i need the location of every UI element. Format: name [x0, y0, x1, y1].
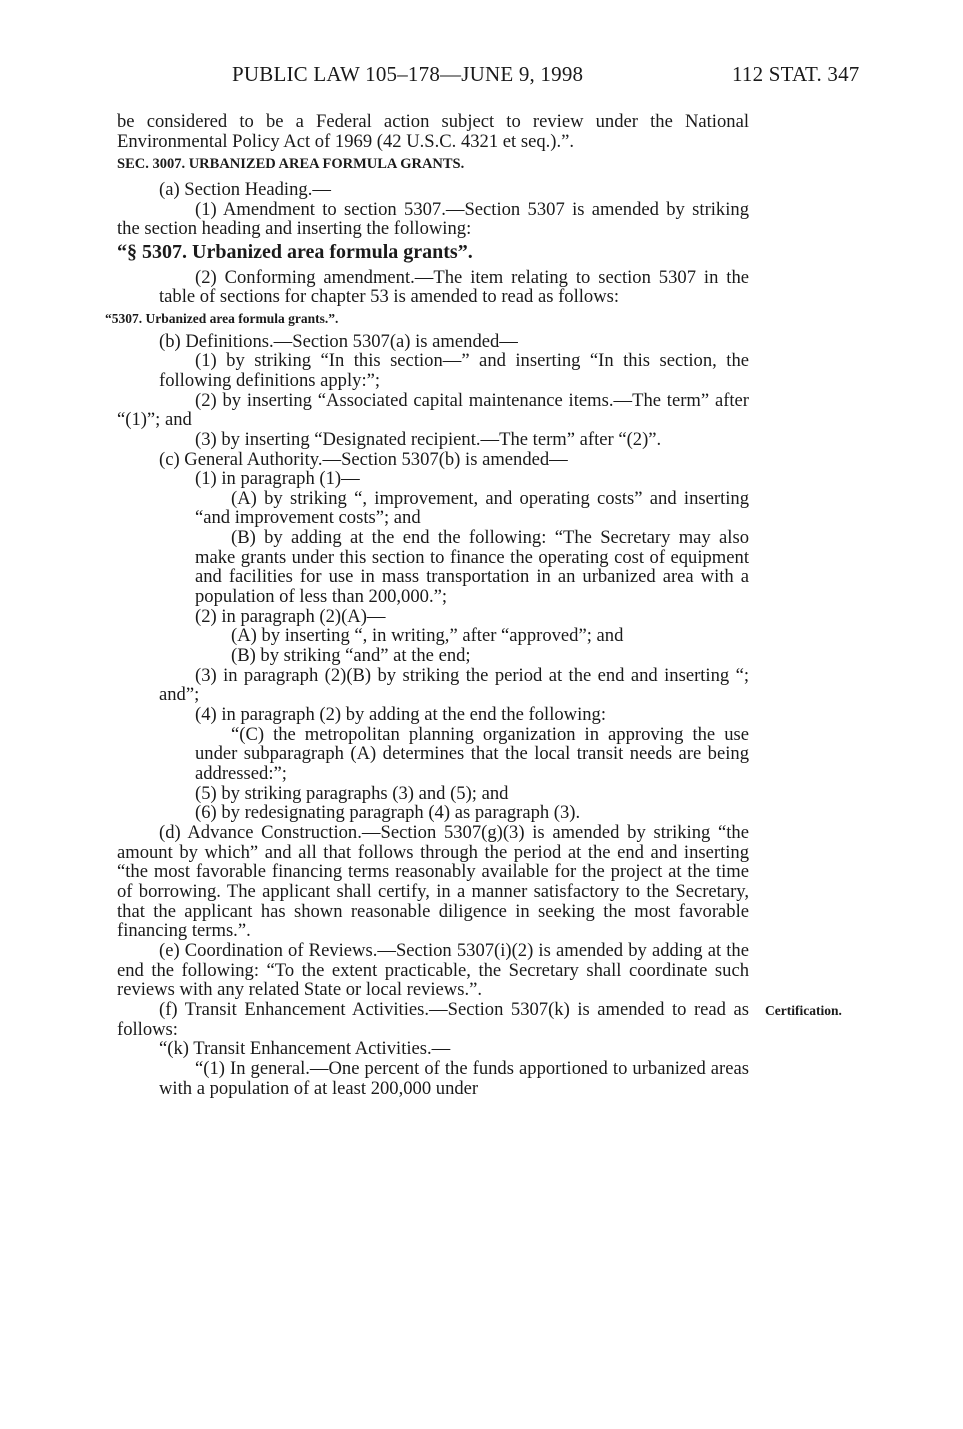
- subsection-e: (e) Coordination of Reviews.—Section 5307(i)(2) is amended by adding at the end the following: “To the extent practicable, the Secretary shall coordinate such reviews with any related State or local reviews.”.: [117, 939, 749, 1001]
- document-body: [105, 111, 749, 1099]
- subsection-f: (f) Transit Enhancement Activities.—Section 5307(k) is amended to read as follows:: [117, 998, 749, 1040]
- paragraph-a1: (1) Amendment to section 5307.—Section 5307 is amended by striking the section heading and inserting the following:: [117, 198, 749, 240]
- paragraph-c2: (2) in paragraph (2)(A)—: [195, 605, 386, 627]
- margin-note: Certification.: [765, 1003, 842, 1018]
- paragraph-continuation: be considered to be a Federal action subject to review under the National Environmental Policy Act of 1969 (42 U.S.C. 4321 et seq.).”.: [117, 111, 749, 152]
- subparagraph-c1a: (A) by striking “, improvement, and operating costs” and inserting “and improvement costs”; and: [195, 487, 749, 529]
- subparagraph-c2b: (B) by striking “and” at the end;: [231, 645, 471, 667]
- paragraph-a2: (2) Conforming amendment.—The item relating to section 5307 in the table of sections for chapter 53 is amended to read as follows:: [159, 266, 749, 308]
- paragraph-c6: (6) by redesignating paragraph (4) as paragraph (3).: [195, 802, 581, 824]
- paragraph-c1: (1) in paragraph (1)—: [195, 468, 360, 490]
- inserted-section-heading: “§ 5307. Urbanized area formula grants”.: [117, 240, 473, 263]
- subsection-a-heading: (a) Section Heading.—: [159, 178, 331, 200]
- paragraph-c5: (5) by striking paragraphs (3) and (5); and: [195, 782, 509, 804]
- paragraph-b3: (3) by inserting “Designated recipient.—The term” after “(2)”.: [195, 428, 662, 450]
- running-header: PUBLIC LAW 105–178—JUNE 9, 1998: [232, 62, 584, 86]
- page-number: 112 STAT. 347: [732, 62, 860, 86]
- inserted-paragraph-k1: “(1) In general.—One percent of the funds apportioned to urbanized areas with a population of at least 200,000 under: [159, 1057, 749, 1099]
- subsection-d: (d) Advance Construction.—Section 5307(g)(3) is amended by striking “the amount by which” and all that follows through the period at the end and inserting “the most favorable financing terms reasonably available for the project at the time of borrowing. The applicant shall certify, in a manner satisfactory to the Secretary, that the applicant has shown reasonable diligence in seeking the most favorable financing terms.”.: [117, 821, 749, 942]
- subparagraph-c1b: (B) by adding at the end the following: “The Secretary may also make grants under this section to finance the operating cost of equipment and facilities for use in mass transportation in an urbanized area with a population of less than 200,000.”;: [195, 527, 749, 608]
- section-heading: SEC. 3007. URBANIZED AREA FORMULA GRANTS.: [117, 156, 465, 173]
- paragraph-c3: (3) in paragraph (2)(B) by striking the period at the end and inserting “; and”;: [159, 664, 749, 706]
- inserted-subsection-k-heading: “(k) Transit Enhancement Activities.—: [159, 1038, 451, 1060]
- table-of-sections-item: “5307. Urbanized area formula grants.”.: [105, 310, 339, 326]
- paragraph-b1: (1) by striking “In this section—” and inserting “In this section, the following definitions apply:”;: [159, 350, 749, 391]
- subparagraph-c4c: “(C) the metropolitan planning organization in approving the use under subparagraph (A) determines that the local transit needs are being addressed:”;: [195, 723, 749, 784]
- subsection-b-heading: (b) Definitions.—Section 5307(a) is amended—: [159, 330, 518, 352]
- subparagraph-c2a: (A) by inserting “, in writing,” after “approved”; and: [231, 625, 624, 647]
- paragraph-b2: (2) by inserting “Associated capital maintenance items.—The term” after “(1)”; and: [117, 389, 749, 431]
- subsection-c-heading: (c) General Authority.—Section 5307(b) is amended—: [159, 448, 568, 470]
- paragraph-c4: (4) in paragraph (2) by adding at the end the following:: [195, 704, 607, 726]
